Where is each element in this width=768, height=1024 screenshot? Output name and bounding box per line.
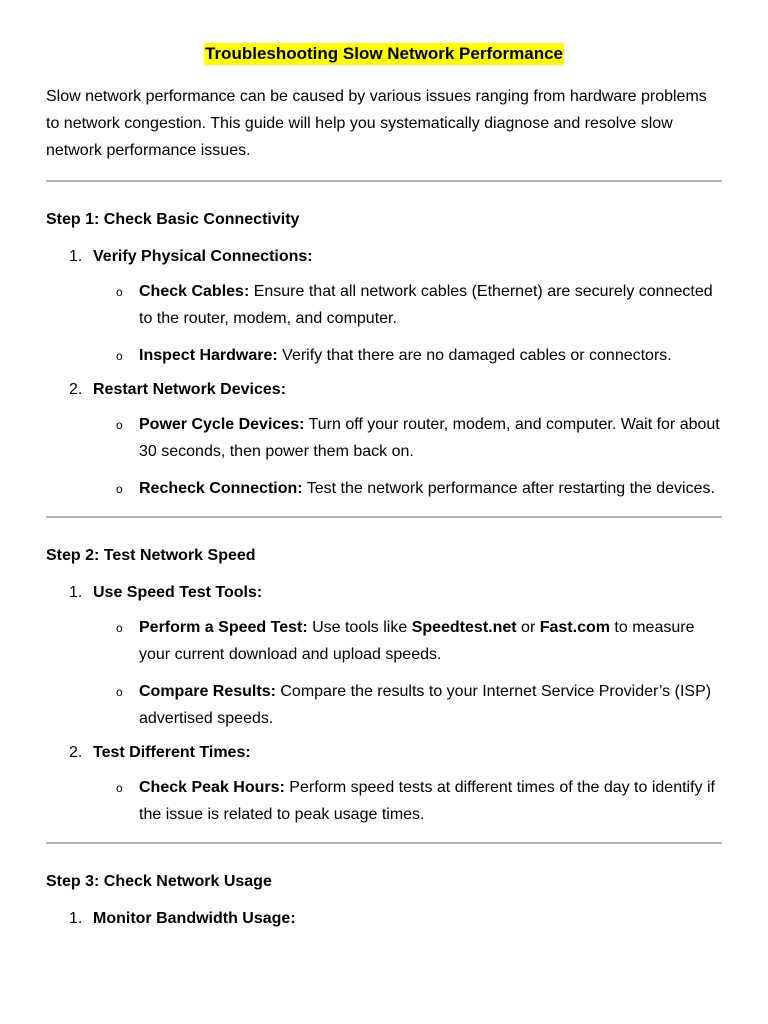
- sub-list-item: [46, 774, 722, 828]
- sub-list-item: [46, 411, 722, 465]
- sub-item-text: Use tools like: [307, 619, 412, 636]
- step-2-heading: Step 2: Test Network Speed: [46, 547, 256, 564]
- sub-list-item: [46, 278, 722, 332]
- section-divider: [46, 842, 722, 844]
- step-3-section: [46, 871, 722, 930]
- fast-com-reference: Fast.com: [539, 619, 610, 636]
- sub-item-label: Power Cycle Devices:: [139, 416, 305, 433]
- sub-list-wrapper: [46, 278, 722, 369]
- sub-list: [46, 774, 722, 828]
- list-item-label: Use Speed Test Tools:: [93, 584, 263, 601]
- sub-item-label: Check Cables:: [139, 283, 250, 300]
- list-item-label: Verify Physical Connections:: [93, 248, 313, 265]
- list-number: 1.: [69, 584, 83, 601]
- sub-item-text: Ensure that all network cables (Ethernet) are securely connected to the router, modem, and computer.: [139, 283, 713, 327]
- sub-item-text: Test the network performance after restarting the devices.: [302, 480, 715, 497]
- section-divider: [46, 180, 722, 182]
- step-3-heading: Step 3: Check Network Usage: [46, 873, 272, 890]
- bullet-icon: o: [116, 621, 123, 635]
- sub-list-item: [46, 678, 722, 732]
- sub-list-wrapper: [46, 614, 722, 732]
- step-2-section: [46, 545, 722, 828]
- page-title: Troubleshooting Slow Network Performance: [205, 44, 563, 63]
- step-1-heading: Step 1: Check Basic Connectivity: [46, 211, 300, 228]
- list-number: 2.: [69, 744, 83, 761]
- sub-list-item: [46, 342, 722, 369]
- list-item-label: Monitor Bandwidth Usage:: [93, 910, 296, 927]
- list-item-label: Test Different Times:: [93, 744, 251, 761]
- list-number: 2.: [69, 381, 83, 398]
- sub-list-item: [46, 475, 722, 502]
- intro-paragraph: Slow network performance can be caused by various issues ranging from hardware problems to network congestion. This guide will help you systematically diagnose and resolve slow network performance issues.: [46, 88, 707, 159]
- list-item: [46, 742, 722, 764]
- sub-list-wrapper: [46, 774, 722, 828]
- sub-item-text: Turn off your router, modem, and computer. Wait for about 30 seconds, then power them back on.: [139, 416, 720, 460]
- step-1-section: [46, 209, 722, 502]
- step-1-list: [46, 246, 722, 502]
- list-item: [46, 582, 722, 604]
- list-item-label: Restart Network Devices:: [93, 381, 286, 398]
- sub-list-item: [46, 614, 722, 668]
- sub-list: [46, 278, 722, 369]
- list-item: [46, 379, 722, 401]
- list-number: 1.: [69, 248, 83, 265]
- sub-list: [46, 411, 722, 502]
- document-page: [46, 40, 722, 930]
- sub-item-label: Compare Results:: [139, 683, 276, 700]
- step-2-list: [46, 582, 722, 828]
- sub-item-text: Compare the results to your Internet Service Provider’s (ISP) advertised speeds.: [139, 683, 712, 727]
- bullet-icon: o: [116, 285, 123, 299]
- section-divider: [46, 516, 722, 518]
- sub-item-label: Inspect Hardware:: [139, 347, 278, 364]
- sub-item-text: Perform speed tests at different times of the day to identify if the issue is related to peak usage times.: [139, 779, 715, 823]
- list-item: [46, 908, 722, 930]
- speedtest-reference: Speedtest.net: [411, 619, 517, 636]
- bullet-icon: o: [116, 781, 123, 795]
- list-item: [46, 246, 722, 268]
- sub-item-label: Check Peak Hours:: [139, 779, 285, 796]
- sub-item-label: Perform a Speed Test:: [139, 619, 308, 636]
- step-3-list: [46, 908, 722, 930]
- bullet-icon: o: [116, 349, 123, 363]
- bullet-icon: o: [116, 482, 123, 496]
- sub-item-text: or: [516, 619, 540, 636]
- sub-item-text: Verify that there are no damaged cables or connectors.: [277, 347, 672, 364]
- sub-list-wrapper: [46, 411, 722, 502]
- sub-list: [46, 614, 722, 732]
- title-wrapper: [46, 40, 722, 70]
- bullet-icon: o: [116, 685, 123, 699]
- sub-item-label: Recheck Connection:: [139, 480, 303, 497]
- list-number: 1.: [69, 910, 83, 927]
- bullet-icon: o: [116, 418, 123, 432]
- sub-item-text: to measure your current download and upload speeds.: [139, 619, 695, 663]
